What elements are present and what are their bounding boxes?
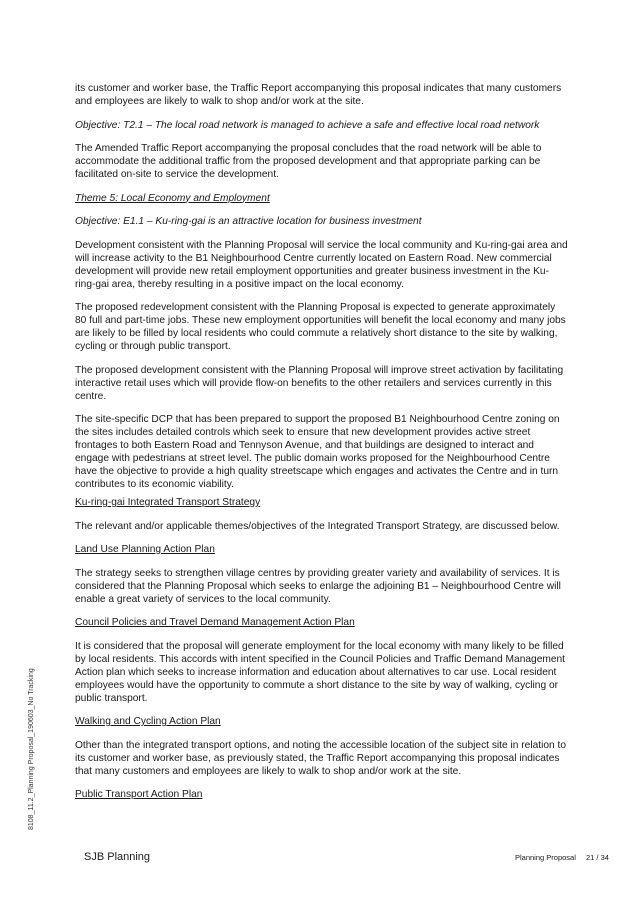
document-body: [75, 82, 568, 812]
paragraph: its customer and worker base, the Traffic Report accompanying this proposal indicates that many customers and employees are likely to walk to shop and/or work at the site.: [75, 83, 562, 107]
section-heading: Ku-ring-gai Integrated Transport Strategy: [75, 497, 261, 508]
paragraph: Other than the integrated transport options, and noting the accessible location of the subject site in relation to its customer and worker base, as previously stated, the Traffic Report accompanying this proposal indicates that many customers and employees are likely to walk to shop and/or work at the site.: [75, 739, 567, 777]
paragraph: The Amended Traffic Report accompanying the proposal concludes that the road network will be able to accommodate the additional traffic from the proposed development and that appropriate parking can be facilitated on-site to service the development.: [75, 143, 542, 180]
theme-heading: Theme 5: Local Economy and Employment: [75, 192, 270, 204]
section-heading: Public Transport Action Plan: [75, 789, 203, 800]
footer-page-number: 21 / 34: [586, 853, 609, 862]
section-heading: Land Use Planning Action Plan: [75, 544, 215, 555]
paragraph: The strategy seeks to strengthen village centres by providing greater variety and availability of services. It is considered that the Planning Proposal which seeks to enlarge the adjoining B1 – Neighbourhood Centre will enable a great variety of services to the local community.: [75, 567, 561, 605]
paragraph: Development consistent with the Planning Proposal will service the local community and Ku-ring-gai area and will increase activity to the B1 Neighbourhood Centre currently located on Eastern Road. New commercial development will provide new retail employment opportunities and greater business investment in the Ku-ring-gai area, thereby resulting in a positive impact on the local economy.: [75, 239, 568, 290]
footer-company: SJB Planning: [84, 851, 151, 863]
paragraph: The proposed redevelopment consistent with the Planning Proposal is expected to generate approximately 80 full and part-time jobs. These new employment opportunities will benefit the local economy and many jobs are likely to be filled by local residents who could commute a relatively short distance to the site by walking, cycling or through public transport.: [75, 302, 566, 352]
objective-heading: Objective: T2.1 – The local road network is managed to achieve a safe and effective local road network: [75, 119, 540, 131]
objective-heading: Objective: E1.1 – Ku-ring-gai is an attractive location for business investment: [75, 216, 422, 227]
paragraph: The proposed development consistent with the Planning Proposal will improve street activation by facilitating interactive retail uses which will provide flow-on benefits to the other retailers and services currently in this centre.: [75, 364, 564, 402]
side-document-label: 8108_11.2_Planning Proposal_190603_No Tracking: [28, 668, 35, 830]
section-heading: Council Policies and Travel Demand Management Action Plan: [75, 617, 355, 628]
footer-document-title: Planning Proposal: [515, 853, 576, 862]
paragraph: It is considered that the proposal will generate employment for the local economy with many likely to be filled by local residents. This accords with intent specified in the Council Policies and Traffic Demand Management Action plan which seeks to increase information and education about alternatives to car use. Local resident employees would have the opportunity to commute a short distance to the site by way of walking, cycling or public transport.: [75, 640, 566, 704]
section-heading: Walking and Cycling Action Plan: [75, 716, 221, 727]
paragraph: The site-specific DCP that has been prepared to support the proposed B1 Neighbourhood Centre zoning on the sites includes detailed controls which seek to ensure that new development provides active street frontages to both Eastern Road and Tennyson Avenue, and that buildings are designed to interact and engage with pedestrians at street level. The public domain works proposed for the Neighbourhood Centre have the objective to provide a high quality streetscape which engages and activates the Centre and in turn contributes to its economic viability.: [75, 414, 560, 490]
paragraph: The relevant and/or applicable themes/objectives of the Integrated Transport Strategy, are discussed below.: [75, 520, 560, 532]
